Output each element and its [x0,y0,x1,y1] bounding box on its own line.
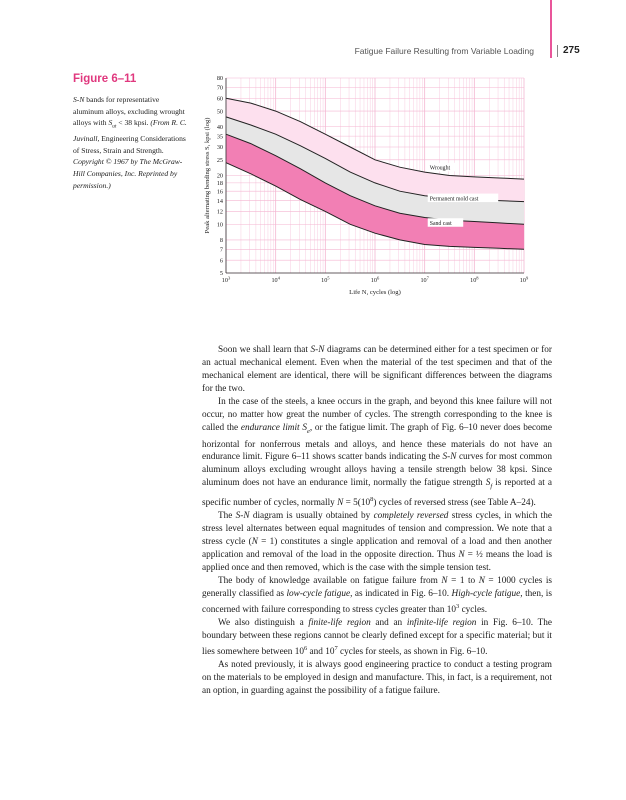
text-run: and an [370,617,407,628]
text-run: S-N [442,452,457,463]
y-tick-label: 12 [216,208,223,216]
text-run: In the case of the steels, a knee occurs in the graph, and beyond this knee failure will not occur, no matter how great the number of cycles. The strength corresponding to the knee is called the [202,396,552,433]
text-run: ) cycles of reversed stress (see Table A–24). [373,498,536,509]
band-annotation: Permanent mold cast [429,196,479,203]
y-tick-label: 25 [216,157,223,165]
header-separator [557,45,558,57]
text-run: then, is concerned with failure corresponding to stress cycles greater than 10 [202,588,552,615]
y-tick-label: 35 [216,133,223,141]
text-run: diagrams can be determined either for a test specimen or for an actual mechanical element. Even when the material of the test specimen and that of the mechanical element are identical, there will be significant differences between the diagrams for the two. [202,345,553,394]
paragraph [202,617,552,659]
body-text [202,344,552,698]
x-tick-label: $10^3$ [221,275,231,284]
text-run: N [458,550,465,561]
band-annotation: Wrought [429,165,451,172]
x-tick-label: $10^7$ [420,275,429,284]
y-tick-label: 10 [216,221,223,229]
text-run: N [337,498,344,509]
text-run: diagram is usually obtained by [249,511,374,522]
y-axis-label: Peak alternating bending stress S, kpsi (log) [204,117,211,234]
x-tick-label: $10^4$ [271,275,280,284]
y-tick-label: 8 [219,237,223,245]
text-run: = 5(10 [343,498,371,509]
text-run: cycles. [459,604,488,615]
y-tick-label: 14 [216,197,223,205]
x-tick-label: $10^9$ [519,275,529,284]
y-tick-label: 7 [219,246,223,254]
text-run: low-cycle fatigue, [286,588,353,599]
text-run: 8 [370,496,374,504]
text-run: Copyright © 1967 by The McGraw-Hill Companies, Inc. Reprinted by permission.) [73,157,183,190]
running-header [0,46,588,60]
text-run: 6 [303,644,308,652]
text-run: and 10 [307,646,335,657]
text-run: is reported at a specific number of cycles, normally [202,478,552,509]
text-run: = 1000 cycles is generally classified as [202,575,552,599]
text-run: = ½ means the load is applied once and then removed, which is the case with the simple tension test. [202,550,552,574]
y-tick-label: 5 [219,270,223,278]
text-run: , or the fatigue limit. The graph of Fig. 6–10 never does become horizontal for nonferrous metals and alloys, and hence these materials do not have an endurance limit. Figure 6–11 shows scatter bands indicating the [202,422,552,463]
text-run: S [108,118,113,128]
text-run: N [441,575,448,586]
page-number: 275 [563,45,580,56]
y-tick-label: 20 [216,172,223,180]
paragraph [202,396,552,510]
text-run: S [485,478,491,489]
y-tick-label: 50 [216,108,223,116]
text-run: Engineering Considerations of Stress, Strain and Strength. [73,134,186,155]
y-tick-label: 18 [216,180,223,188]
x-tick-label: $10^8$ [470,275,479,284]
text-run: f [490,483,493,491]
text-run: 3 [456,602,460,610]
text-run: S-N [73,95,85,104]
text-run: S-N [310,345,325,355]
text-run: cycles for steels, as shown in Fig. 6–10. [337,646,488,657]
text-run: = 1 to [447,575,479,586]
text-run: The [218,511,236,522]
y-tick-label: 6 [219,257,223,265]
text-run: completely reversed [373,511,449,522]
text-run: As noted previously, it is always good engineering practice to conduct a testing program on the materials to be employed in design and manufacture. This, in fact, is a requirement, not an option, in guarding against the possibility of a fatigue failure. [202,659,552,696]
text-run: endurance limit S [240,422,307,433]
text-run: N [251,537,258,548]
text-run: curves for most common aluminum alloys excluding wrought alloys having a tensile strength below 38 kpsi. Since aluminum does not have an endurance limit, normally the fatigue strength [202,452,552,489]
text-run: (From R. C. Juvinall, [73,118,187,144]
text-run: as indicated in Fig. 6–10. [352,588,452,599]
text-run: bands for representative aluminum alloys, excluding wrought alloys with [73,95,185,128]
text-run: finite-life region [308,617,371,628]
text-run: stress cycles, in which the stress level alternates between equal magnitudes of tension and compression. We note that a stress cycle ( [202,511,552,548]
band-annotation: Sand cast [429,221,452,228]
text-run: e [307,427,310,435]
y-tick-label: 30 [216,144,223,152]
y-tick-label: 40 [216,123,223,131]
paragraph [202,659,552,698]
text-run: in Fig. 6–10. The boundary between these regions cannot be clearly defined except for a specific material; but it lies somewhere between 10 [202,617,552,657]
text-run: The body of knowledge available on fatigue failure from [218,575,442,586]
x-tick-label: $10^6$ [370,275,380,284]
running-title: Fatigue Failure Resulting from Variable Loading [354,46,534,56]
text-run: High-cycle fatigue, [451,588,523,599]
text-run: N [478,575,485,586]
x-axis-label: Life N, cycles (log) [349,289,401,296]
paragraph [202,344,552,396]
text-run: 7 [334,644,338,652]
y-tick-label: 70 [216,84,223,92]
figure-label: Figure 6–11 [73,73,137,85]
figure-caption [73,73,191,191]
text-run: We also distinguish a [218,617,309,628]
text-run: ut [112,123,117,130]
sn-chart [198,70,538,310]
text-run: S-N [235,511,250,522]
text-run: = 1) constitutes a single application and removal of a load and then another application and removal of the load in the opposite direction. Thus [202,537,553,561]
text-run: < 38 kpsi. [116,118,151,128]
sn-chart-svg [198,70,538,310]
x-tick-label: $10^5$ [321,275,330,284]
y-tick-label: 80 [216,75,223,83]
y-tick-label: 16 [216,188,223,196]
paragraph [202,575,552,617]
paragraph [202,510,552,575]
text-run: infinite-life region [406,617,477,628]
text-run: Soon we shall learn that [218,345,311,355]
y-tick-label: 60 [216,95,223,103]
figure-caption-text [73,94,191,191]
